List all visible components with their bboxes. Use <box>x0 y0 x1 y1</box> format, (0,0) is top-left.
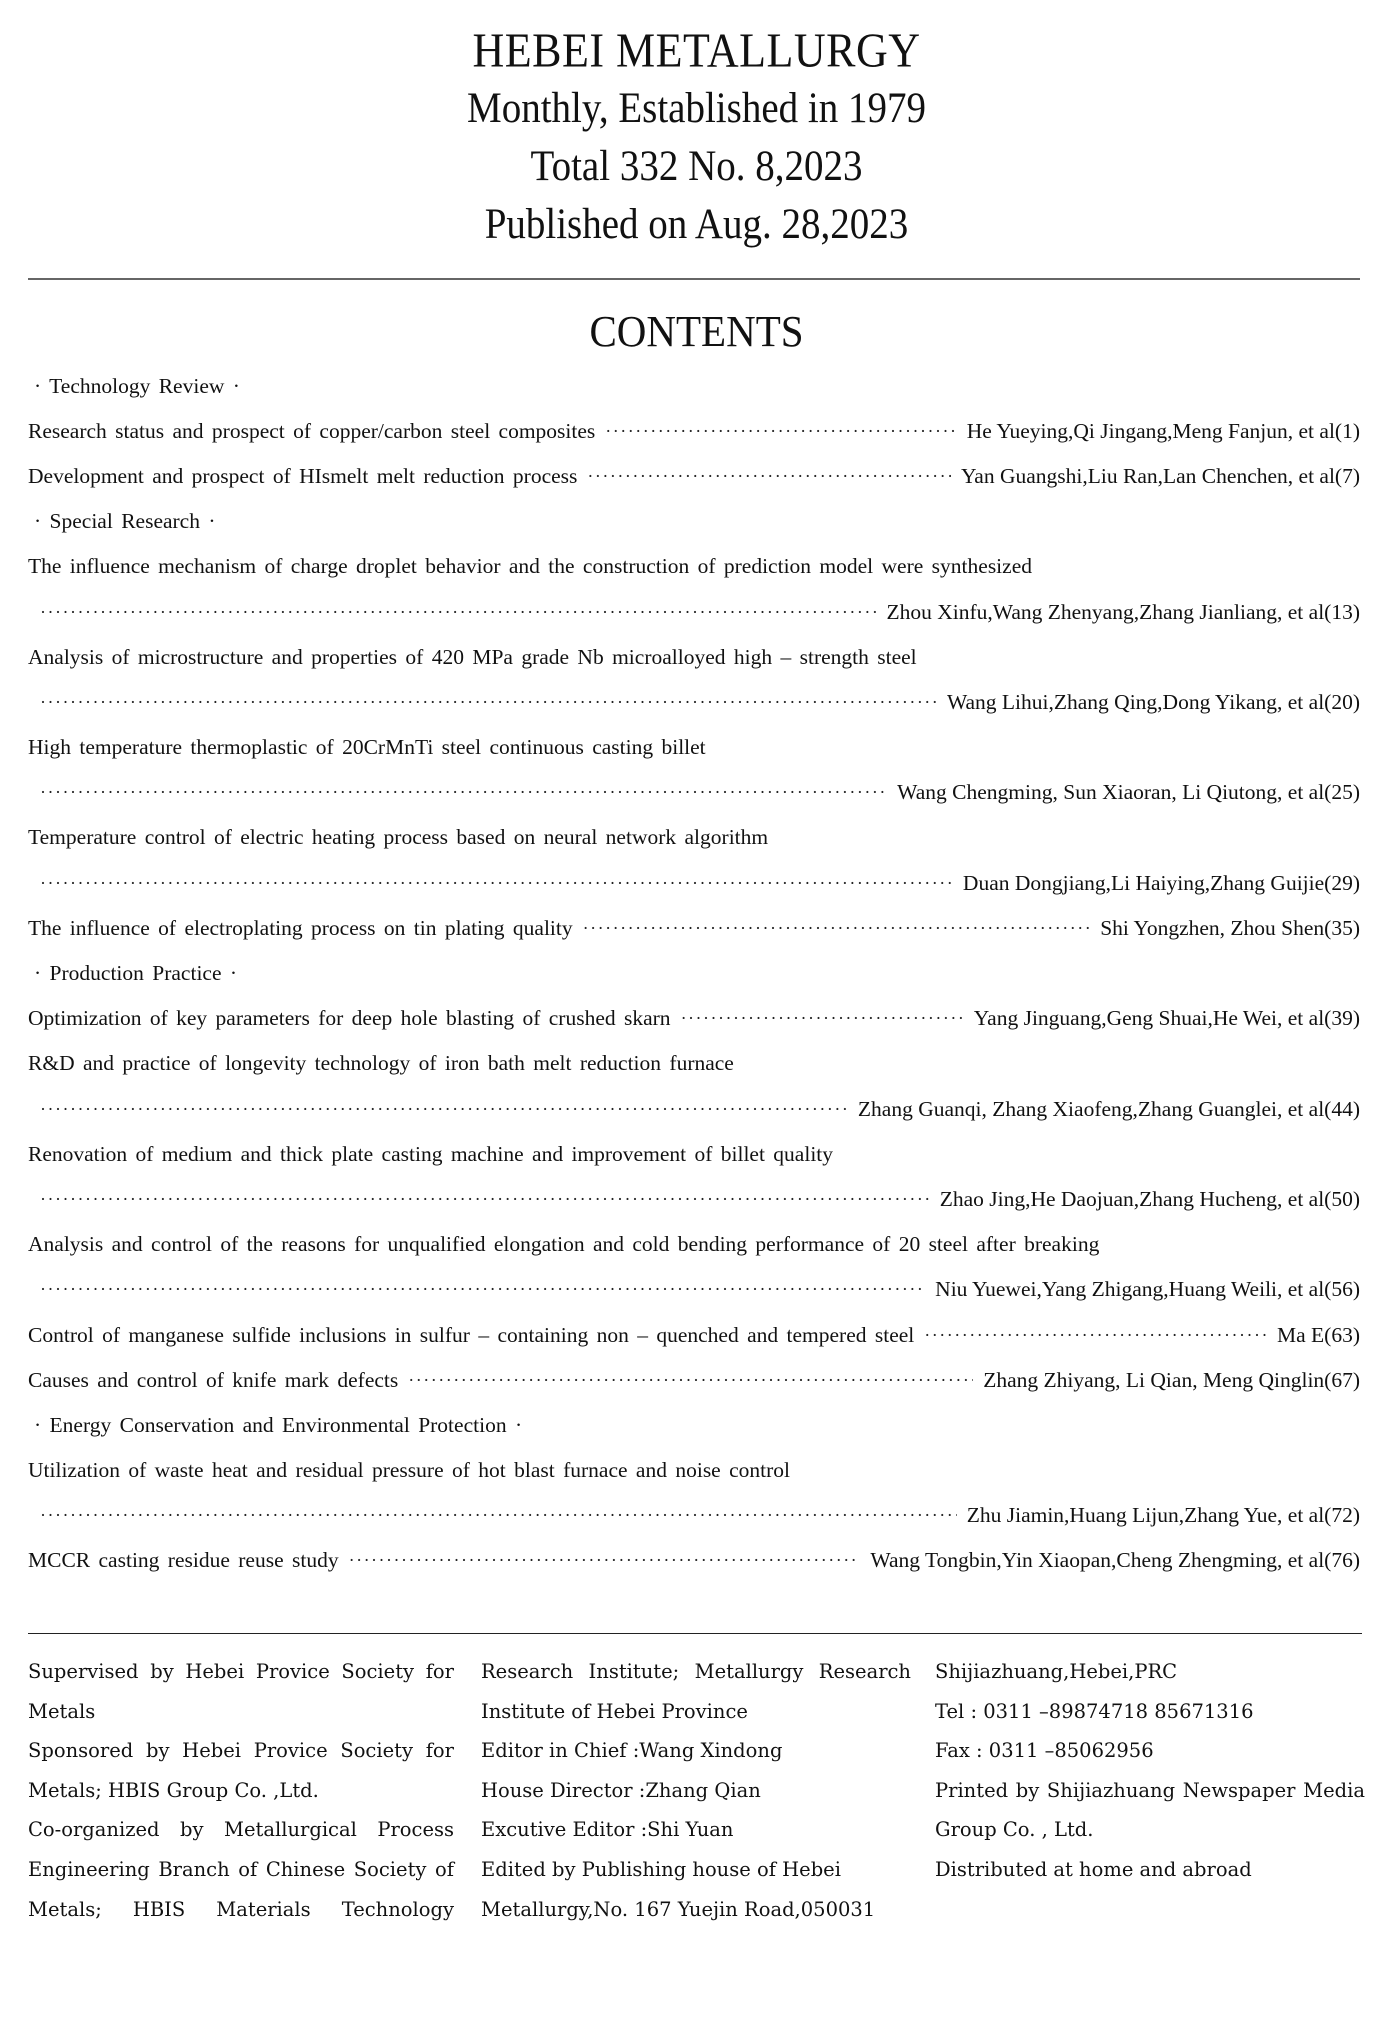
toc-entry <box>28 453 1360 498</box>
dot-leader <box>40 1273 925 1305</box>
article-title[interactable]: Development and prospect of HIsmelt melt reduction process <box>28 463 578 488</box>
footer-column-sponsors <box>28 1652 454 1929</box>
toc-entry-title-line <box>28 634 1360 679</box>
article-authors-page: Yan Guangshi,Liu Ran,Lan Chenchen, et al(7) <box>960 463 1360 488</box>
footer-line: Metals; HBIS Materials Technology <box>28 1897 454 1921</box>
issue-number: Total 332 No. 8,2023 <box>530 142 863 191</box>
article-title[interactable]: Utilization of waste heat and residual pressure of hot blast furnace and noise control <box>28 1458 791 1483</box>
dot-leader <box>605 415 956 447</box>
article-authors-page: Yang Jinguang,Geng Shuai,He Wei, et al(39) <box>973 1006 1360 1031</box>
dot-leader <box>924 1319 1267 1351</box>
dot-leader <box>40 1183 930 1215</box>
footer-line: Co-organized by Metallurgical Process <box>28 1818 454 1842</box>
toc-entry-authors-line <box>28 1267 1360 1312</box>
toc-entry-authors-line <box>28 1176 1360 1221</box>
section-label: · Technology Review · <box>34 373 240 398</box>
article-authors-page: Ma E(63) <box>1277 1322 1360 1347</box>
dot-leader <box>583 912 1091 944</box>
toc-entry <box>28 996 1360 1041</box>
article-authors-page: Zhu Jiamin,Huang Lijun,Zhang Yue, et al(72) <box>966 1503 1360 1528</box>
section-label: · Special Research · <box>34 509 216 534</box>
toc-entry-title-line <box>28 1222 1360 1267</box>
toc-entry <box>28 1538 1360 1583</box>
dot-leader <box>40 776 887 808</box>
toc-section-heading <box>28 1402 1360 1447</box>
journal-frequency: Monthly, Established in 1979 <box>467 84 926 133</box>
article-title[interactable]: Research status and prospect of copper/carbon steel composites <box>28 418 596 443</box>
table-of-contents <box>28 363 1360 1583</box>
footer-line: Printed by Shijiazhuang Newspaper Media <box>935 1778 1365 1802</box>
dot-leader <box>40 686 937 718</box>
toc-entry-authors-line <box>28 1493 1360 1538</box>
article-title[interactable]: Temperature control of electric heating process based on neural network algorithm <box>28 825 769 850</box>
toc-entry-title-line <box>28 1131 1360 1176</box>
toc-entry-title-line <box>28 1448 1360 1493</box>
article-authors-page: Wang Lihui,Zhang Qing,Dong Yikang, et al(20) <box>946 689 1360 714</box>
footer-line: Excutive Editor :Shi Yuan <box>481 1818 734 1842</box>
footer-line: Engineering Branch of Chinese Society of <box>28 1857 454 1881</box>
dot-leader <box>587 460 951 492</box>
toc-entry-title-line <box>28 725 1360 770</box>
toc-entry-authors-line <box>28 1086 1360 1131</box>
dot-leader <box>40 596 876 628</box>
footer-column-editors <box>481 1652 911 1929</box>
journal-title: HEBEI METALLURGY <box>472 23 921 78</box>
footer-line: Distributed at home and abroad <box>935 1857 1252 1881</box>
masthead <box>0 22 1393 254</box>
publish-date: Published on Aug. 28,2023 <box>484 200 909 249</box>
toc-section-heading <box>28 363 1360 408</box>
article-authors-page: Duan Dongjiang,Li Haiying,Zhang Guijie(29) <box>962 870 1360 895</box>
toc-entry-title-line <box>28 1041 1360 1086</box>
contents-heading: CONTENTS <box>589 306 804 356</box>
toc-entry <box>28 905 1360 950</box>
article-authors-page: Niu Yuewei,Yang Zhigang,Huang Weili, et al(56) <box>935 1277 1360 1302</box>
toc-entry-title-line <box>28 815 1360 860</box>
toc-entry <box>28 1357 1360 1402</box>
dot-leader <box>40 1093 848 1125</box>
header-divider <box>28 278 1360 280</box>
toc-entry-authors-line <box>28 679 1360 724</box>
section-label: · Energy Conservation and Environmental Protection · <box>34 1412 523 1437</box>
footer-line: Institute of Hebei Province <box>481 1699 748 1723</box>
toc-entry <box>28 408 1360 453</box>
footer-line: Group Co. , Ltd. <box>935 1818 1094 1842</box>
article-title[interactable]: The influence of electroplating process on tin plating quality <box>28 915 573 940</box>
dot-leader <box>349 1544 861 1576</box>
footer-line: Tel : 0311 –89874718 85671316 <box>935 1699 1254 1723</box>
dot-leader <box>40 867 953 899</box>
article-authors-page: Wang Chengming, Sun Xiaoran, Li Qiutong, et al(25) <box>897 780 1360 805</box>
article-title[interactable]: R&D and practice of longevity technology of iron bath melt reduction furnace <box>28 1051 734 1076</box>
article-authors-page: He Yueying,Qi Jingang,Meng Fanjun, et al(1) <box>966 418 1360 443</box>
article-authors-page: Shi Yongzhen, Zhou Shen(35) <box>1100 915 1360 940</box>
article-title[interactable]: Control of manganese sulfide inclusions in sulfur – containing non – quenched and tempered steel <box>28 1322 915 1347</box>
article-title[interactable]: The influence mechanism of charge droplet behavior and the construction of prediction model were synthesized <box>28 554 1032 579</box>
article-authors-page: Wang Tongbin,Yin Xiaopan,Cheng Zhengming, et al(76) <box>870 1548 1360 1573</box>
article-title[interactable]: MCCR casting residue reuse study <box>28 1548 339 1573</box>
article-title[interactable]: Analysis and control of the reasons for unqualified elongation and cold bending performance of 20 steel after breaking <box>28 1232 1100 1257</box>
footer-column-contact <box>935 1652 1365 1890</box>
article-authors-page: Zhang Zhiyang, Li Qian, Meng Qinglin(67) <box>983 1367 1360 1392</box>
toc-entry-authors-line <box>28 589 1360 634</box>
footer-line: House Director :Zhang Qian <box>481 1778 761 1802</box>
article-authors-page: Zhou Xinfu,Wang Zhenyang,Zhang Jianliang, et al(13) <box>886 599 1360 624</box>
footer-line: Shijiazhuang,Hebei,PRC <box>935 1660 1178 1683</box>
article-title[interactable]: Optimization of key parameters for deep hole blasting of crushed skarn <box>28 1006 671 1031</box>
footer-line: Sponsored by Hebei Provice Society for <box>28 1739 454 1763</box>
toc-entry-authors-line <box>28 860 1360 905</box>
section-label: · Production Practice · <box>34 961 238 986</box>
dot-leader <box>40 1499 957 1531</box>
article-authors-page: Zhao Jing,He Daojuan,Zhang Hucheng, et al(50) <box>939 1186 1360 1211</box>
article-authors-page: Zhang Guanqi, Zhang Xiaofeng,Zhang Guanglei, et al(44) <box>857 1096 1360 1121</box>
dot-leader <box>408 1364 973 1396</box>
toc-entry-authors-line <box>28 770 1360 815</box>
dot-leader <box>681 1002 964 1034</box>
footer-line: Research Institute; Metallurgy Research <box>481 1660 911 1683</box>
footer-line: Supervised by Hebei Provice Society for <box>28 1660 454 1683</box>
footer-line: Editor in Chief :Wang Xindong <box>481 1739 783 1763</box>
footer-line: Metals; HBIS Group Co. ,Ltd. <box>28 1778 319 1802</box>
article-title[interactable]: Renovation of medium and thick plate casting machine and improvement of billet quality <box>28 1141 834 1166</box>
footer-line: Fax : 0311 –85062956 <box>935 1739 1154 1763</box>
article-title[interactable]: Causes and control of knife mark defects <box>28 1367 399 1392</box>
article-title[interactable]: Analysis of microstructure and properties of 420 MPa grade Nb microalloyed high – strength steel <box>28 644 917 669</box>
footer-divider <box>28 1633 1362 1634</box>
footer-line: Metals <box>28 1699 96 1723</box>
footer-line: Metallurgy,No. 167 Yuejin Road,050031 <box>481 1897 876 1921</box>
toc-entry <box>28 1312 1360 1357</box>
article-title[interactable]: High temperature thermoplastic of 20CrMnTi steel continuous casting billet <box>28 735 706 760</box>
toc-entry-title-line <box>28 544 1360 589</box>
toc-section-heading <box>28 950 1360 995</box>
footer-line: Edited by Publishing house of Hebei <box>481 1857 841 1881</box>
toc-section-heading <box>28 499 1360 544</box>
